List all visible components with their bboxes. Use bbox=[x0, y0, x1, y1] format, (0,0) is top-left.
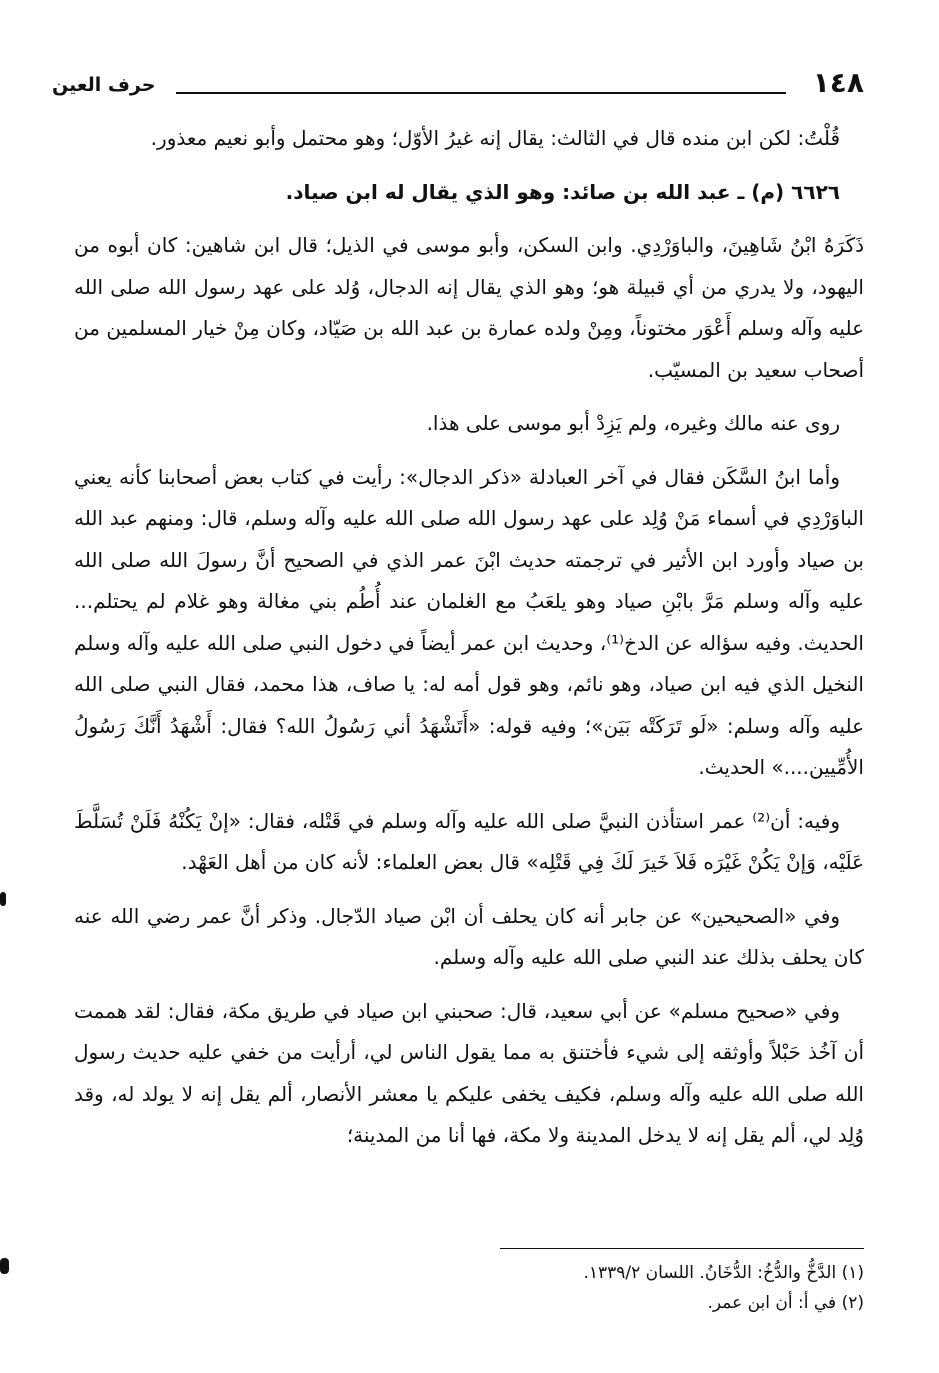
main-text bbox=[74, 118, 864, 1169]
entry-heading: ٦٦٢٦ (م) ـ عبد الله بن صائد: وهو الذي يقال له ابن صياد. bbox=[285, 179, 840, 204]
footnote-rule bbox=[500, 1248, 864, 1249]
paragraph: وفيه: أن⁽²⁾ عمر استأذن النبيَّ صلى الله عليه وآله وسلم في قَتْله، فقال: «إنْ يَكُنْهُ فَلَنْ تُسَلَّطَ عَلَيْه، وَإنْ يَكُنْ غَيْرَه فَلاَ خَيرَ لَكَ فِي قَتْلِه» قال بعض العلماء: لأنه كان من أهل العَهْد. bbox=[74, 808, 864, 874]
paragraph: وفي «صحيح مسلم» عن أبي سعيد، قال: صحبني ابن صياد في طريق مكة، فقال: لقد هممت أن آخُذ حَبْلاً وأوثقه إلى شيء فأختنق به مما يقول الناس لي، أرأيت من خفي عليه حديث رسول الله صلى الله عليه وآله وسلم، فكيف يخفى عليكم يا معشر الأنصار، ألم يقل إنه لا يولد له، وقد وُلِد لي، ألم يقل إنه لا يدخل المدينة ولا مكة، فها أنا من المدينة؛ bbox=[74, 998, 864, 1147]
paragraph: وأما ابنُ السَّكَن فقال في آخر العبادلة «ذكر الدجال»: رأيت في كتاب بعض أصحابنا كأنه يعني الباوَرْدِي في أسماء مَنْ وُلِد على عهد رسول الله صلى الله عليه وآله وسلم، قال: ومنهم عبد الله بن صياد وأورد ابن الأثير في ترجمته حديث ابْنَ عمر الذي في الصحيح أنَّ رسولَ الله صلى الله عليه وآله وسلم مَرَّ بابْنِ صياد وهو يلعَبُ مع الغلمان عند أُطُم بني مغالة وهو غلام لم يحتلم... الحديث. وفيه سؤاله عن الدخ⁽¹⁾، وحديث ابن عمر أيضاً في دخول النبي صلى الله عليه وآله وسلم النخيل الذي فيه ابن صياد، وهو نائم، وهو قول أمه له: يا صاف، هذا محمد، فقال النبي صلى الله عليه وآله وسلم: «لَو تَرَكَتْه بَيَن»؛ وفيه قوله: «أَتَشْهَدُ أني رَسُولُ الله؟ فقال: أَشْهَدُ أَنَّكَ رَسُولُ الأُمِّيين....» الحديث. bbox=[74, 464, 864, 779]
footnote: (١) الدَّخُّ والدُّخُ: الدُّخَانُ. اللسان ١٣٣٩/٢. bbox=[583, 1263, 864, 1283]
paragraph: وفي «الصحيحين» عن جابر أنه كان يحلف أن ابْن صياد الدّجال. وذكر أنَّ عمر رضي الله عنه كان يحلف بذلك عند النبي صلى الله عليه وآله وسلم. bbox=[74, 903, 864, 969]
scan-edge-mark bbox=[0, 1258, 9, 1274]
paragraph: روى عنه مالك وغيره، ولم يَزِدْ أبو موسى على هذا. bbox=[426, 411, 840, 435]
page-number: ١٤٨ bbox=[812, 66, 864, 99]
paragraph: ذَكَرَهُ ابْنُ شَاهِينَ، والباوَرْدِي. وابن السكن، وأبو موسى في الذيل؛ قال ابن شاهين: كان أبوه من اليهود، ولا يدري من أي قبيلة هو؛ وهو الذي يقال إنه الدجال، وُلد على عهد رسول الله صلى الله عليه وآله وسلم أَعْوَر مختوناً، ومِنْ ولده عمارة بن عبد الله بن صَيّاد، وكان مِنْ خيار المسلمين من أصحاب سعيد بن المسيّب. bbox=[74, 233, 864, 382]
footnote: (٢) في أ: أن ابن عمر. bbox=[707, 1293, 864, 1313]
header-rule bbox=[176, 92, 786, 94]
running-title: حرف العين bbox=[52, 74, 156, 96]
paragraph: قُلْتُ: لكن ابن منده قال في الثالث: يقال إنه غيرُ الأوّل؛ وهو محتمل وأبو نعيم معذور. bbox=[150, 126, 840, 150]
page-header bbox=[52, 66, 864, 106]
footnotes bbox=[74, 1258, 864, 1318]
scan-edge-mark bbox=[0, 892, 6, 906]
